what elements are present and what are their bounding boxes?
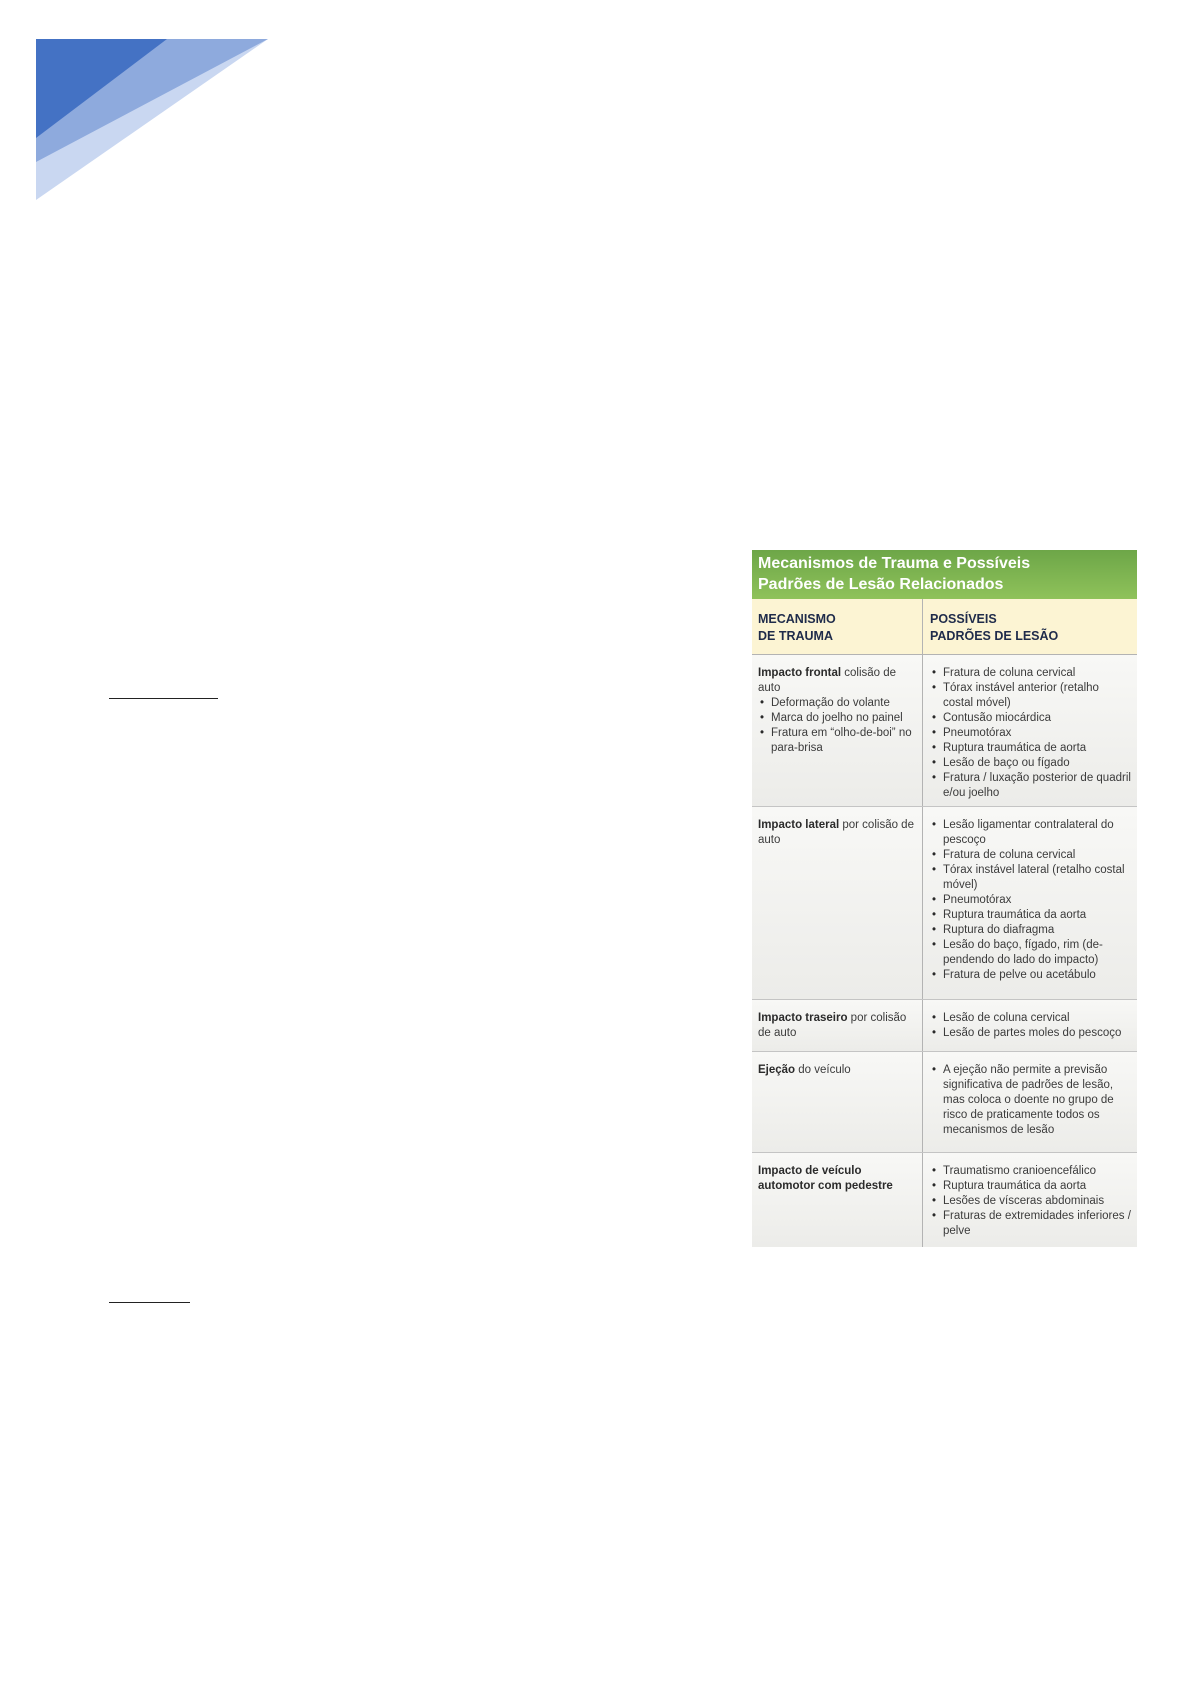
injury-pattern-item: • A ejeção não permite a previsão significativa de padrões de lesão, mas coloca o doente no grupo de risco de praticamente todos os mecanismos de lesão xyxy=(930,1063,1132,1138)
injury-pattern-item: • Lesão ligamentar contralateral do pescoço xyxy=(930,818,1132,848)
injury-pattern-item: • Fratura de coluna cervical xyxy=(930,848,1132,863)
injury-pattern-item: • Lesão de partes moles do pescoço xyxy=(930,1026,1132,1041)
mechanism-detail: por colisão de auto xyxy=(758,819,914,846)
mechanism-detail: do veículo xyxy=(795,1064,851,1076)
column-header-line: POSSÍVEIS xyxy=(930,612,997,626)
injury-pattern-list xyxy=(930,1164,1132,1239)
mechanism-cell xyxy=(752,1000,923,1051)
mechanism-sign-item: • Deformação do volante xyxy=(758,696,916,711)
injury-patterns-cell xyxy=(923,1052,1137,1152)
mechanism-name: Impacto lateral xyxy=(758,819,840,831)
injury-pattern-item: • Lesão de coluna cervical xyxy=(930,1011,1132,1026)
mechanism-cell xyxy=(752,655,923,806)
mechanism-cell xyxy=(752,807,923,999)
column-header-patterns xyxy=(923,599,1137,654)
mechanism-title xyxy=(758,666,916,696)
trauma-mechanisms-table xyxy=(752,550,1137,1247)
mechanism-name: Impacto frontal xyxy=(758,667,842,679)
mechanism-title xyxy=(758,818,916,848)
injury-pattern-item: • Tórax instável lateral (retalho costal móvel) xyxy=(930,863,1132,893)
table-title-line: Mecanismos de Trauma e Possíveis xyxy=(758,555,1031,572)
injury-pattern-item: • Traumatismo cranioencefálico xyxy=(930,1164,1132,1179)
injury-patterns-cell xyxy=(923,1000,1137,1051)
mechanism-name: Impacto de veículo automotor com pedestre xyxy=(758,1165,893,1192)
table-body xyxy=(752,655,1137,1247)
mechanism-detail: por colisão de auto xyxy=(758,1012,907,1039)
corner-decoration xyxy=(0,0,300,220)
injury-pattern-list xyxy=(930,666,1132,801)
mechanism-sign-item: • Marca do joelho no painel xyxy=(758,711,916,726)
injury-patterns-cell xyxy=(923,807,1137,999)
column-header-line: DE TRAUMA xyxy=(758,629,833,643)
injury-pattern-item: • Pneumotórax xyxy=(930,726,1132,741)
column-header-line: MECANISMO xyxy=(758,612,836,626)
injury-pattern-item: • Lesão do baço, fígado, rim (de-pendendo do lado do impacto) xyxy=(930,938,1132,968)
injury-pattern-list xyxy=(930,1011,1132,1041)
injury-pattern-item: • Contusão miocárdica xyxy=(930,711,1132,726)
injury-pattern-item: • Fratura de pelve ou acetábulo xyxy=(930,968,1132,983)
table-row xyxy=(752,655,1137,807)
mechanism-sign-list xyxy=(758,696,916,756)
column-header-mechanism xyxy=(752,599,923,654)
injury-pattern-item: • Pneumotórax xyxy=(930,893,1132,908)
injury-pattern-item: • Lesão de baço ou fígado xyxy=(930,756,1132,771)
table-title-line: Padrões de Lesão Relacionados xyxy=(758,576,1004,593)
injury-pattern-item: • Fraturas de extremidades inferiores / pelve xyxy=(930,1209,1132,1239)
injury-pattern-list xyxy=(930,818,1132,983)
column-header-line: PADRÕES DE LESÃO xyxy=(930,629,1059,643)
injury-pattern-item: • Fratura de coluna cervical xyxy=(930,666,1132,681)
injury-pattern-item: • Ruptura traumática da aorta xyxy=(930,1179,1132,1194)
mechanism-sign-item: • Fratura em “olho-de-boi” no para-brisa xyxy=(758,726,916,756)
mechanism-title xyxy=(758,1164,916,1194)
table-title xyxy=(752,550,1137,599)
table-row xyxy=(752,807,1137,1000)
mechanism-cell xyxy=(752,1052,923,1152)
table-row xyxy=(752,1052,1137,1153)
injury-pattern-list xyxy=(930,1063,1132,1138)
table-header-row xyxy=(752,599,1137,655)
table-row xyxy=(752,1000,1137,1052)
mechanism-title xyxy=(758,1063,916,1078)
mechanism-title xyxy=(758,1011,916,1041)
mechanism-name: Ejeção xyxy=(758,1064,796,1076)
injury-pattern-item: • Tórax instável anterior (retalho costal móvel) xyxy=(930,681,1132,711)
injury-pattern-item: • Lesões de vísceras abdominais xyxy=(930,1194,1132,1209)
underline-rule xyxy=(109,698,218,699)
injury-pattern-item: • Ruptura traumática de aorta xyxy=(930,741,1132,756)
mechanism-name: Impacto traseiro xyxy=(758,1012,848,1024)
injury-pattern-item: • Ruptura do diafragma xyxy=(930,923,1132,938)
injury-pattern-item: • Fratura / luxação posterior de quadril e/ou joelho xyxy=(930,771,1132,801)
mechanism-detail: colisão de auto xyxy=(758,667,897,694)
underline-rule xyxy=(109,1302,190,1303)
table-row xyxy=(752,1153,1137,1247)
injury-patterns-cell xyxy=(923,655,1137,806)
mechanism-cell xyxy=(752,1153,923,1247)
injury-pattern-item: • Ruptura traumática da aorta xyxy=(930,908,1132,923)
injury-patterns-cell xyxy=(923,1153,1137,1247)
